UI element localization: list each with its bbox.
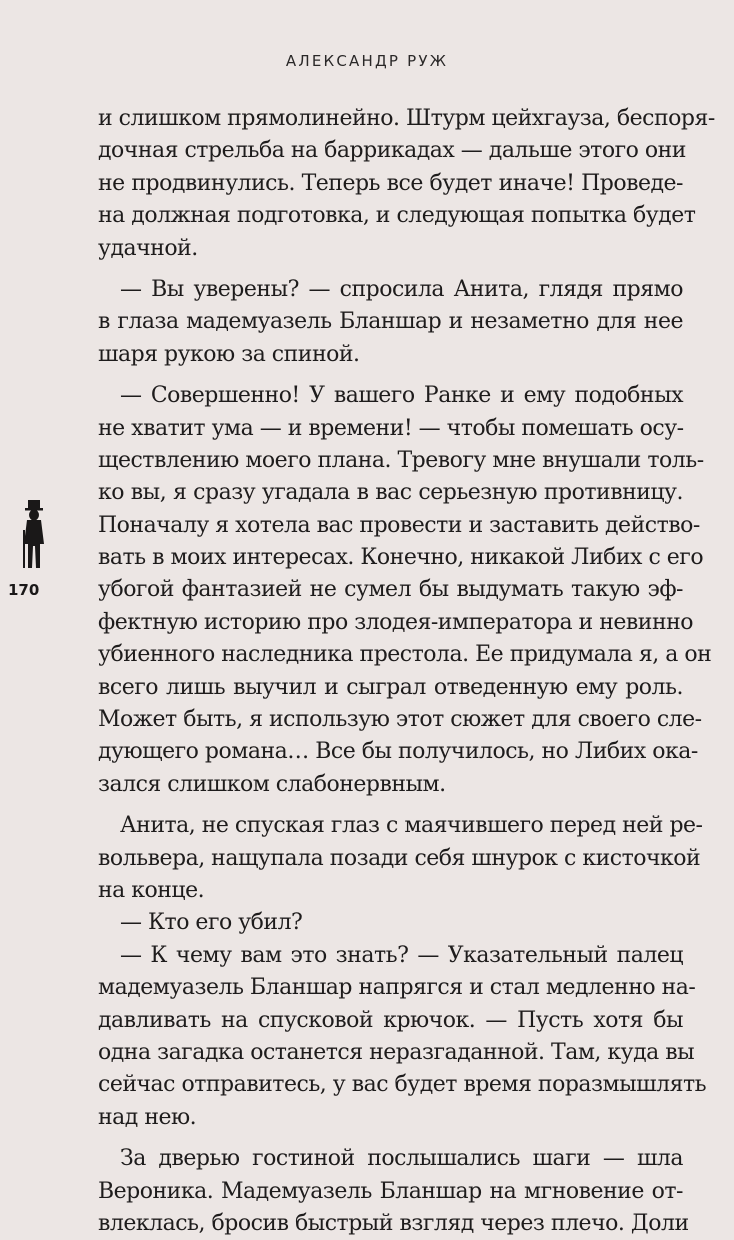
running-head: АЛЕКСАНДР РУЖ xyxy=(285,52,449,70)
text-line: Вероника. Мадемуазель Бланшар на мгновение от- xyxy=(98,1178,683,1204)
text-line: — Вы уверены? — спросила Анита, глядя прямо xyxy=(120,276,683,302)
text-line: одна загадка останется неразгаданной. Там, куда вы xyxy=(98,1039,695,1065)
text-line: мадемуазель Бланшар напрягся и стал медленно на- xyxy=(98,975,696,1001)
text-line: Анита, не спуская глаз с маячившего перед ней ре- xyxy=(120,813,703,839)
text-line: Поначалу я хотела вас провести и заставить действо- xyxy=(98,512,700,538)
text-line: Может быть, я использую этот сюжет для своего сле- xyxy=(98,707,702,733)
text-line: на конце. xyxy=(98,877,205,903)
text-line: всего лишь выучил и сыграл отведенную ему роль. xyxy=(98,674,683,700)
text-line: удачной. xyxy=(98,235,198,261)
text-line: — К чему вам это знать? — Указательный палец xyxy=(120,942,683,968)
text-line: давливать на спусковой крючок. — Пусть хотя бы xyxy=(98,1007,683,1033)
text-line: влеклась, бросив быстрый взгляд через плечо. Доли xyxy=(98,1210,689,1236)
text-line: на должная подготовка, и следующая попытка будет xyxy=(98,203,696,229)
text-line: над нею. xyxy=(98,1104,197,1130)
page-number: 170 xyxy=(8,581,40,599)
text-line: фектную историю про злодея-императора и невинно xyxy=(98,609,694,635)
gentleman-top-hat-silhouette-icon xyxy=(18,500,52,570)
text-line: За дверью гостиной послышались шаги — шла xyxy=(120,1146,683,1172)
text-line: в глаза мадемуазель Бланшар и незаметно для нее xyxy=(98,309,683,335)
text-line: шаря рукою за спиной. xyxy=(98,341,360,367)
text-line: вольвера, нащупала позади себя шнурок с кисточкой xyxy=(98,845,701,871)
text-line: и слишком прямолинейно. Штурм цейхгауза, беспоря- xyxy=(98,106,715,131)
text-line: не продвинулись. Теперь все будет иначе! Проведе- xyxy=(98,170,683,196)
text-line: ко вы, я сразу угадала в вас серьезную противницу. xyxy=(98,480,683,506)
text-line: дочная стрельба на баррикадах — дальше этого они xyxy=(98,138,686,164)
text-line: — Совершенно! У вашего Ранке и ему подобных xyxy=(120,383,683,409)
text-line: убиенного наследника престола. Ее придумала я, а он xyxy=(98,642,712,668)
text-line: ществлению моего плана. Тревогу мне внушали толь- xyxy=(98,447,704,473)
text-line: дующего романа… Все бы получилось, но Либих ока- xyxy=(98,739,698,765)
text-line: убогой фантазией не сумел бы выдумать такую эф- xyxy=(98,577,683,603)
text-line: сейчас отправитесь, у вас будет время поразмышлять xyxy=(98,1072,707,1098)
text-line: зался слишком слабонервным. xyxy=(98,771,446,797)
text-line: — Кто его убил? xyxy=(120,910,303,936)
text-line: вать в моих интересах. Конечно, никакой Либих с его xyxy=(98,545,704,571)
body-text xyxy=(98,103,715,1240)
text-line: не хватит ума — и времени! — чтобы помешать осу- xyxy=(98,415,684,441)
